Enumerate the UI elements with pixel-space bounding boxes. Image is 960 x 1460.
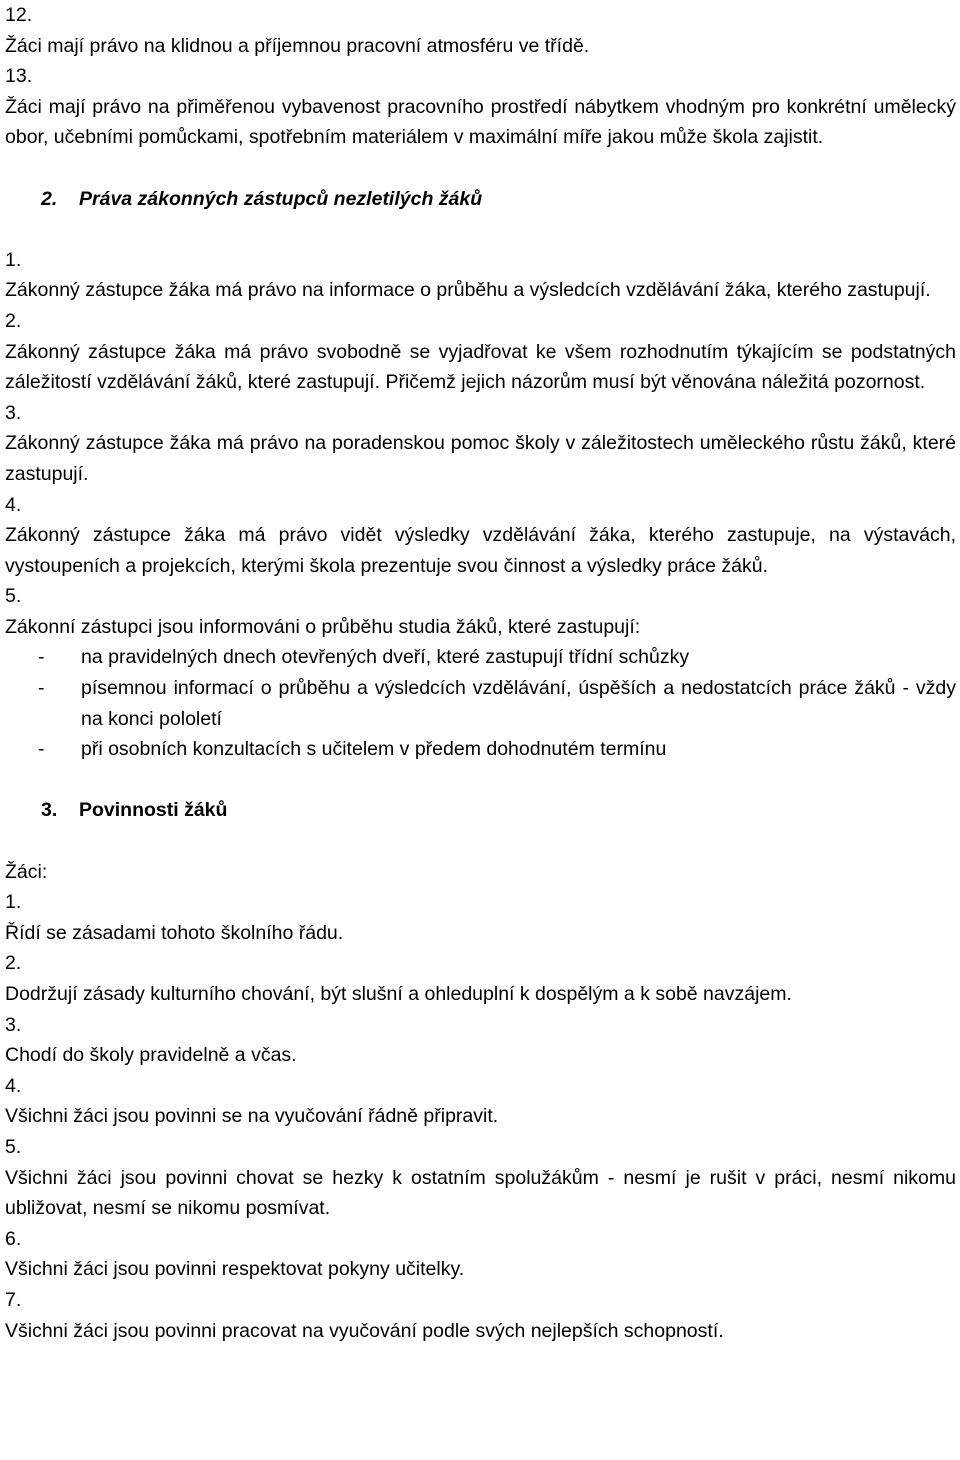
item-number: 4.	[5, 1074, 22, 1097]
list-item	[5, 642, 956, 673]
section-heading	[5, 795, 956, 826]
section1-tail	[5, 0, 956, 153]
bullet-text: písemnou informací o průběhu a výsledcích vzdělávání, úspěších a nedostatcích práce žáků - vždy na konci pololetí	[81, 677, 956, 730]
list-item	[5, 673, 956, 734]
item-text: Dodržují zásady kulturního chování, být slušní a ohleduplní k dospělým a k sobě navzájem.	[5, 983, 792, 1005]
item-number: 12.	[5, 4, 33, 26]
item-text: Zákonní zástupci jsou informováni o průběhu studia žáků, které zastupují:	[5, 615, 641, 638]
section-title: Povinnosti žáků	[79, 799, 228, 822]
section3-list	[5, 857, 956, 1347]
item-number: 3.	[5, 1013, 22, 1036]
item-text: Zákonný zástupce žáka má právo na poradenskou pomoc školy v záležitostech uměleckého růstu žáků, které zastupují.	[5, 432, 956, 485]
spacer	[5, 214, 956, 245]
item-text: Zákonný zástupce žáka má právo na informace o průběhu a výsledcích vzdělávání žáka, kterého zastupují.	[5, 279, 931, 302]
item-number: 7.	[5, 1288, 22, 1311]
section2-list	[5, 245, 956, 765]
spacer	[5, 153, 956, 184]
section-heading	[5, 184, 956, 215]
item-text: Všichni žáci jsou povinni chovat se hezky k ostatním spolužákům - nesmí je rušit v práci, nesmí nikomu ubližovat, nesmí se nikomu posmívat.	[5, 1166, 956, 1220]
item-number: 5.	[5, 585, 22, 608]
section-number: 3.	[41, 799, 58, 822]
bullet-text: při osobních konzultacích s učitelem v předem dohodnutém termínu	[81, 738, 667, 761]
spacer	[5, 826, 956, 857]
list-intro: Žáci:	[5, 860, 48, 883]
item-number: 3.	[5, 401, 22, 424]
item-text: Zákonný zástupce žáka má právo svobodně se vyjadřovat ke všem rozhodnutím týkajícím se podstatných záležitostí vzdělávání žáků, které zastupují. Přičemž jejich názorům musí být věnována náležitá pozornost.	[5, 340, 956, 394]
item-number: 1.	[5, 891, 22, 914]
item-text: Zákonný zástupce žáka má právo vidět výsledky vzdělávání žáka, kterého zastupuje, na výstavách, vystoupeních a projekcích, kterými škola prezentuje svou činnost a výsledky práce žáků.	[5, 524, 956, 577]
item-number: 5.	[5, 1135, 22, 1158]
item-text: Všichni žáci jsou povinni respektovat pokyny učitelky.	[5, 1258, 465, 1281]
item-number: 2.	[5, 952, 22, 975]
item-text: Žáci mají právo na přiměřenou vybavenost pracovního prostředí nábytkem vhodným pro konkrétní umělecký obor, učebními pomůckami, spotřebním materiálem v maximální míře jakou může škola zajistit.	[5, 95, 956, 149]
item-text: Chodí do školy pravidelně a včas.	[5, 1044, 297, 1067]
item-number: 4.	[5, 493, 22, 516]
item-number: 6.	[5, 1227, 22, 1250]
item-text: Řídí se zásadami tohoto školního řádu.	[5, 921, 344, 944]
list-item	[5, 734, 956, 765]
item-number: 1.	[5, 248, 22, 271]
item-text: Všichni žáci jsou povinni pracovat na vyučování podle svých nejlepších schopností.	[5, 1319, 724, 1342]
bullet-text: na pravidelných dnech otevřených dveří, které zastupují třídní schůzky	[81, 646, 690, 669]
item-text: Všichni žáci jsou povinni se na vyučování řádně připravit.	[5, 1105, 499, 1128]
item-number: 13.	[5, 65, 33, 88]
bullet-dash: -	[38, 646, 45, 669]
section-title: Práva zákonných zástupců nezletilých žáků	[79, 187, 483, 210]
spacer	[5, 765, 956, 796]
item-number: 2.	[5, 309, 22, 332]
bullet-dash: -	[38, 677, 45, 700]
item-text: Žáci mají právo na klidnou a příjemnou pracovní atmosféru ve třídě.	[5, 34, 590, 57]
section-number: 2.	[41, 187, 58, 210]
bullet-dash: -	[38, 738, 45, 761]
